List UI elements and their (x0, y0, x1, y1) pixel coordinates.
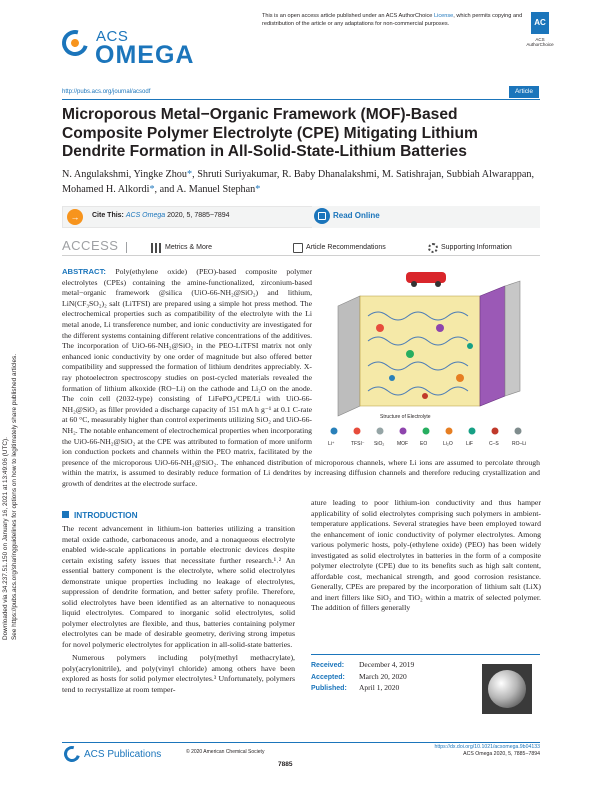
toc-legend-label: LiF (466, 441, 473, 447)
recommendations-link[interactable]: Article Recommendations (306, 244, 386, 251)
corresponding-author-mark[interactable]: * (255, 183, 261, 195)
article-type-badge: Article (509, 86, 539, 98)
download-note (2, 180, 19, 640)
footer-divider (62, 742, 540, 743)
received-date: December 4, 2019 (359, 660, 415, 669)
read-online-icon[interactable] (314, 208, 330, 224)
toc-legend-label: Li₂O (443, 441, 453, 447)
toc-legend-marker (492, 428, 499, 435)
metrics-bar-chart-icon[interactable] (151, 243, 161, 253)
toc-legend-marker (400, 428, 407, 435)
open-access-notice (262, 13, 524, 28)
author-name[interactable]: Mohamed H. Alkordi (62, 183, 150, 195)
intro-paragraph-2: Numerous polymers including poly(methyl methacrylate), poly(acrylonitrile), and poly(vinyl chloride) among others have been explored as hosts for solid polymer electrolytes.³ Unfortunately, polymers tend to recrystallize at room temper- (62, 653, 295, 694)
author-separator: , (531, 169, 535, 180)
intro-paragraph-1: The recent advancement in lithium-ion batteries utilizing a transition metal oxide cathode, carbonaceous anode, and a nonaqueous electrolyte enabled wide-scale applications in portable electronic devices despite certain existing safety issues that necessitate further research.¹˒² An essential battery component is the electrolyte, where solid electrolytes demonstrate unique properties including no leakage of electrolytes, suppression of dendrite formation, and better safety profile. Therefore, solid electrolytes have been identified as an alternative to nonaqueous liquid electrolytes. Compared to inorganic solid electrolytes, solid polymer electrolytes are flexible, and thus, batteries containing polymer electrolytes can be made of desirable geometry, deriving strong impetus for novel polymeric electrolytes for application in all-solid-state batteries. (62, 524, 295, 649)
toc-car-wheel-rear (435, 281, 441, 287)
journal-cover-thumbnail (482, 664, 532, 714)
toc-particle (436, 324, 444, 332)
author-name[interactable]: M. Satishrajan (381, 169, 442, 180)
toc-particle (406, 350, 414, 358)
acs-publications-logo-icon (61, 743, 83, 765)
cite-arrow-icon[interactable]: → (67, 209, 83, 225)
introduction-heading-text: INTRODUCTION (74, 510, 138, 520)
publisher-name: ACS Publications (84, 749, 162, 760)
toc-legend-label: Li⁺ (328, 441, 335, 447)
author-name[interactable]: Subbiah Alwarappan (446, 169, 532, 180)
authorchoice-caption: ACS AuthorChoice (526, 37, 554, 47)
received-label: Received: (311, 662, 345, 669)
page-number: 7885 (278, 761, 293, 768)
corresponding-author-mark[interactable]: * (149, 183, 155, 195)
toc-particle (389, 375, 395, 381)
corresponding-author-mark[interactable]: * (187, 169, 193, 180)
toc-particle (422, 393, 428, 399)
cite-this (92, 212, 230, 219)
author-name[interactable]: N. Angulakshmi (62, 169, 129, 180)
introduction-heading (62, 510, 138, 520)
abstract-body: Poly(ethylene oxide) (PEO)-based composite polymer electrolytes (CPEs) containing the amine-functionalized, zirconium-based metal−organic framework @silica (UiO-66-NH₂@SiO₂) and lithium, LiN(CF₃SO₂)₂ salt (LiTFSI) are prepared using a simple hot press method. The electrochemical properties such as compatibility of the electrolyte with the Li metal anode, Li transference number, and ionic conductivity are investigated for the different systems containing different relative concentrations of the additives. The incorporation of UiO-66-NH₂@SiO₂ in the PEO-LiTFSI matrix not only enhanced ionic conductivity by one order of magnitude but also offered better compatibility and suppressed the formation of lithium dendrites appreciably. X-ray photoelectron spectroscopy studies on post-cycled materials revealed the formation of lithium alkoxide (RO−Li) on the cathode and Li₂O on the anode. The coin cell (2032-type) consisting of LiFePO₄/CPE/Li with UiO-66-NH₂@SiO₂ as filler provided a discharge capacity of 151 mA h g⁻¹ at 0.1 C-rate at 60 °C, measurably higher than control experiments utilizing SiO₂ and UiO-66-NH₂. The notable enhancement of electrochemical properties when incorporating the UiO-66-NH₂@SiO₂ at the CPE was attributed to formation of more uniform ion conduction pockets and channels within the PEO matrix, facilitated by the presence of the microporous UiO-66-NH₂@SiO₂. The enhanced distribution of microporous channels, where Li ions are assumed to percolate through within the matrix, is assumed to desirably reduce formation of Li dendrites by increasing diffusion channels and therefore reducing crystallization and growth of dendrites at the electrode surface. (62, 267, 540, 488)
journal-name-omega: OMEGA (95, 41, 195, 69)
toc-structure-label: Structure of Electrolyte (380, 414, 431, 420)
author-name[interactable]: R. Baby Dhanalakshmi (281, 169, 377, 180)
toc-legend-label: C–S (489, 441, 499, 447)
abstract-lead: ABSTRACT: (62, 267, 106, 276)
toc-legend-marker (423, 428, 430, 435)
toc-legend-marker (515, 428, 522, 435)
download-note-line2: See https://pubs.acs.org/sharingguidelines for options on how to legitimately share published articles. (10, 354, 18, 640)
toc-legend-label: MOF (397, 441, 409, 447)
toc-particle (467, 343, 473, 349)
access-separator (126, 242, 127, 253)
author-separator: , (441, 169, 447, 180)
dates-divider (311, 654, 540, 655)
supporting-info-gear-icon[interactable] (428, 243, 438, 253)
toc-car-body (406, 272, 446, 283)
author-separator: , (192, 169, 198, 180)
toc-legend-marker (354, 428, 361, 435)
toc-cathode (480, 286, 505, 406)
journal-citation: ACS Omega 2020, 5, 7885−7894 (463, 751, 540, 758)
oa-notice-pre: This is an open access article published under an ACS AuthorChoice (262, 13, 433, 19)
intro-left-column (62, 524, 295, 695)
download-note-line1: Downloaded via 34.237.51.150 on January 16, 2021 at 13:49:06 (UTC). (2, 437, 9, 640)
toc-legend-label: RO–Li (512, 441, 527, 447)
oa-notice-post: , which permits copying and redistribution of the article or any adaptations for non-commercial purposes. (262, 13, 523, 27)
toc-anode (338, 296, 360, 416)
published-date: April 1, 2020 (359, 683, 400, 692)
published-label: Published: (311, 685, 347, 692)
toc-legend-marker (377, 428, 384, 435)
cite-label: Cite This: (92, 212, 124, 219)
recommendations-document-icon[interactable] (293, 243, 303, 253)
author-name[interactable]: A. Manuel Stephan (176, 183, 256, 195)
journal-name-acs: ACS (96, 28, 129, 45)
received-row (311, 660, 461, 672)
footer-citation (432, 744, 540, 759)
read-online-label[interactable]: Read Online (333, 211, 380, 220)
authorchoice-badge-icon: AC (531, 12, 549, 34)
toc-particle (456, 374, 464, 382)
toc-legend-label: SiO₂ (374, 441, 385, 447)
toc-car-wheel-front (411, 281, 417, 287)
author-name[interactable]: Shruti Suriyakumar (197, 169, 277, 180)
author-list (62, 168, 542, 197)
cite-details: 2020, 5, 7885−7894 (167, 212, 230, 219)
toc-particle (376, 324, 384, 332)
toc-legend-label: TFSI⁻ (351, 441, 365, 447)
intro-paragraph-3: ature leading to poor lithium-ion conductivity and thus hamper applicability of solid electrolytes comprising such polymers in ambient-temperature applications. Several strategies have been employed toward the enhancement of ionic conductivity of polymer electrolytes. Among various polymeric hosts, poly-(ethylene oxide) (PEO) has been widely investigated as solid electrolytes in batteries in the form of a composite polymer electrolyte (CPE) due to its benefits such as high salt content, affordable cost, mechanical strength, and good corrosion resistance. Generally, CPEs are prepared by the incorporation of lithium salt (LiX) and inert fillers like SiO₂ and TiO₂ within a matrix of selected polymer. The addition of fillers generally (311, 498, 541, 612)
published-row (311, 683, 461, 695)
article-title: Microporous Metal−Organic Framework (MOF)-Based Composite Polymer Electrolyte (CPE) Mitigating Lithium Dendrite Formation in All-Solid-State-Lithium Batteries (62, 106, 478, 160)
access-label: ACCESS (62, 238, 119, 253)
section-square-icon (62, 511, 69, 518)
supporting-info-link[interactable]: Supporting Information (441, 244, 512, 251)
toc-current-collector (505, 281, 520, 396)
metrics-link[interactable]: Metrics & More (165, 244, 213, 251)
toc-legend-marker (469, 428, 476, 435)
author-name[interactable]: Yingke Zhou (133, 169, 187, 180)
accepted-label: Accepted: (311, 673, 345, 681)
intro-right-column (311, 498, 541, 614)
copyright: © 2020 American Chemical Society (186, 749, 265, 755)
author-separator: , and (154, 183, 177, 195)
author-separator: , (128, 169, 134, 180)
doi-link[interactable]: https://dx.doi.org/10.1021/acsomega.9b04133 (434, 744, 540, 750)
toc-graphic (320, 266, 540, 452)
header-divider (62, 99, 540, 100)
toc-legend-label: EO (420, 441, 428, 447)
accepted-date: March 20, 2020 (359, 671, 407, 681)
cite-journal: ACS Omega (125, 212, 166, 219)
toc-legend-marker (331, 428, 338, 435)
accepted-row (311, 672, 461, 684)
article-dates (311, 660, 461, 695)
journal-url-link[interactable]: http://pubs.acs.org/journal/acsodf (62, 89, 151, 95)
author-separator: , (276, 169, 282, 180)
author-separator: , (376, 169, 382, 180)
oa-license-link[interactable]: License (433, 13, 454, 19)
toc-legend-marker (446, 428, 453, 435)
acs-logo-icon (57, 25, 93, 61)
